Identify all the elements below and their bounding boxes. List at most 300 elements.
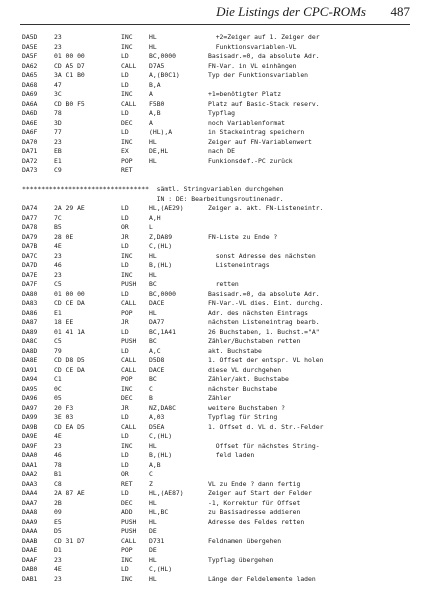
- running-title: Die Listings der CPC-ROMs: [216, 4, 366, 19]
- address: DAAF: [22, 555, 38, 564]
- mnemonic: PUSH: [121, 280, 137, 288]
- opcode-bytes: 7C: [54, 213, 62, 222]
- opcode-bytes: 46: [54, 451, 62, 459]
- listing-line: [22, 128, 414, 138]
- listing-line: [22, 375, 414, 385]
- operand: HL,(AE29): [149, 204, 184, 212]
- listing-line: [22, 328, 414, 338]
- mnemonic: LD: [121, 451, 129, 459]
- comment: +2=Zeiger auf 1. Zeiger der: [208, 33, 320, 41]
- listing-line: [22, 451, 414, 461]
- comment: Typ der Funktionsvariablen: [208, 71, 309, 79]
- opcode-bytes: 77: [54, 128, 62, 136]
- comment: Zeiger auf Start der Felder: [208, 489, 312, 497]
- operand: A,(B0C1): [149, 71, 180, 79]
- mnemonic: LD: [121, 71, 129, 79]
- comment: Typflag für String: [208, 413, 278, 421]
- section-header-text: ********************************* sämtl. Stringvariablen durchgehen: [22, 185, 284, 193]
- operand: B,(HL): [149, 261, 173, 269]
- opcode-bytes: C8: [54, 479, 62, 488]
- mnemonic: LD: [121, 261, 129, 269]
- mnemonic: DEC: [121, 498, 133, 507]
- comment: Basisadr.=0, da absolute Adr.: [208, 52, 320, 60]
- address: DA7C: [22, 251, 38, 260]
- listing-line: [22, 470, 414, 480]
- address: DA7F: [22, 280, 38, 288]
- listing-line: [22, 204, 414, 214]
- opcode-bytes: 23: [54, 555, 62, 564]
- mnemonic: INC: [121, 270, 133, 279]
- mnemonic: LD: [121, 213, 129, 222]
- listing-line: [22, 461, 414, 471]
- comment: feld laden: [208, 451, 255, 459]
- comment: FN-Var.-VL dies. Eint. durchg.: [208, 299, 324, 307]
- mnemonic: CALL: [121, 61, 137, 70]
- operand: F5B0: [149, 99, 165, 108]
- mnemonic: LD: [121, 565, 129, 573]
- mnemonic: LD: [121, 80, 129, 89]
- operand: HL: [149, 308, 157, 317]
- opcode-bytes: E5: [54, 517, 62, 526]
- mnemonic: CALL: [121, 422, 137, 431]
- opcode-bytes: 46: [54, 261, 62, 269]
- operand: HL: [149, 33, 157, 41]
- comment: nächsten Listeneintrag bearb.: [208, 318, 320, 326]
- opcode-bytes: 4E: [54, 565, 62, 573]
- listing-line: [22, 404, 414, 414]
- mnemonic: PUSH: [121, 337, 137, 345]
- address: DA71: [22, 147, 38, 155]
- listing-line: [22, 119, 414, 129]
- mnemonic: PUSH: [121, 527, 137, 535]
- opcode-bytes: CD 31 D7: [54, 536, 85, 545]
- header-rule: [20, 24, 410, 25]
- listing-line: [22, 556, 414, 566]
- operand: D5EA: [149, 422, 165, 431]
- operand: C,(HL): [149, 432, 173, 440]
- address: DAAB: [22, 536, 38, 545]
- operand: Z,DA89: [149, 232, 173, 241]
- mnemonic: INC: [121, 33, 133, 41]
- mnemonic: JR: [121, 232, 129, 241]
- opcode-bytes: 47: [54, 80, 62, 89]
- operand: HL: [149, 574, 157, 583]
- mnemonic: INC: [121, 555, 133, 564]
- opcode-bytes: 23: [54, 42, 62, 51]
- comment: noch Variablenformat: [208, 118, 285, 127]
- opcode-bytes: C5: [54, 337, 62, 345]
- operand: B,(HL): [149, 451, 173, 459]
- mnemonic: LD: [121, 242, 129, 250]
- address: DA6F: [22, 128, 38, 136]
- operand: C: [149, 384, 153, 393]
- comment: Feldnamen übergehen: [208, 536, 282, 545]
- address: DAA2: [22, 470, 38, 478]
- listing-line: [22, 43, 414, 53]
- mnemonic: LD: [121, 128, 129, 136]
- operand: D7A5: [149, 61, 165, 70]
- listing-line: [22, 166, 414, 176]
- opcode-bytes: 2A 87 AE: [54, 489, 85, 497]
- opcode-bytes: 3A C1 B0: [54, 71, 85, 79]
- listing-line: [22, 71, 414, 81]
- operand: DACE: [149, 299, 165, 307]
- comment: Zähler/Buchstaben retten: [208, 337, 301, 345]
- mnemonic: DEC: [121, 394, 133, 402]
- opcode-bytes: 23: [54, 33, 62, 41]
- operand: DE,HL: [149, 147, 169, 155]
- mnemonic: LD: [121, 327, 129, 336]
- comment: Funkionsdef.-PC zurück: [208, 156, 293, 165]
- operand: DACE: [149, 365, 165, 374]
- opcode-bytes: C5: [54, 280, 62, 288]
- listing-line: [22, 62, 414, 72]
- listing-line: [22, 100, 414, 110]
- mnemonic: CALL: [121, 365, 137, 374]
- comment: diese VL durchgehen: [208, 365, 282, 374]
- comment: +1=benötigter Platz: [208, 90, 282, 98]
- listing-line: [22, 537, 414, 547]
- listing-line: [22, 337, 414, 347]
- opcode-bytes: B5: [54, 223, 62, 231]
- operand: HL: [149, 137, 157, 146]
- mnemonic: LD: [121, 289, 129, 298]
- address: DA86: [22, 308, 38, 317]
- address: DA7D: [22, 261, 38, 269]
- comment: akt. Buchstabe: [208, 346, 262, 355]
- opcode-bytes: CD CE DA: [54, 299, 85, 307]
- operand: Z: [149, 479, 153, 488]
- listing-line: [22, 575, 414, 585]
- opcode-bytes: C1: [54, 375, 62, 383]
- address: DAA4: [22, 489, 38, 497]
- listing-line: [22, 280, 414, 290]
- address: DA87: [22, 318, 38, 326]
- listing-line: [22, 52, 414, 62]
- address: DA73: [22, 166, 38, 174]
- listing-line: [22, 432, 414, 442]
- listing-line: [22, 356, 414, 366]
- mnemonic: INC: [121, 574, 133, 583]
- listing-line: [22, 242, 414, 252]
- mnemonic: CALL: [121, 99, 137, 108]
- comment: nächster Buchstabe: [208, 384, 278, 393]
- mnemonic: INC: [121, 251, 133, 260]
- listing-line: [22, 214, 414, 224]
- mnemonic: POP: [121, 308, 133, 317]
- operand: HL: [149, 42, 157, 51]
- mnemonic: RET: [121, 166, 133, 174]
- operand: L: [149, 223, 153, 231]
- address: DA69: [22, 90, 38, 98]
- listing-line: [22, 413, 414, 423]
- mnemonic: INC: [121, 90, 133, 98]
- listing-line: [22, 138, 414, 148]
- address: DA89: [22, 327, 38, 336]
- listing-line: [22, 518, 414, 528]
- operand: BC,0000: [149, 52, 176, 60]
- mnemonic: LD: [121, 204, 129, 212]
- listing-line: [22, 565, 414, 575]
- comment: sonst Adresse des nächsten: [208, 251, 316, 260]
- opcode-bytes: 05: [54, 394, 62, 402]
- mnemonic: ADD: [121, 508, 133, 516]
- operand: A,H: [149, 213, 161, 222]
- comment: nach DE: [208, 147, 235, 155]
- address: DA79: [22, 232, 38, 241]
- mnemonic: LD: [121, 489, 129, 497]
- address: DA6A: [22, 99, 38, 108]
- listing-line: [22, 394, 414, 404]
- opcode-bytes: 01 00 00: [54, 52, 85, 60]
- comment: Länge der Feldelemente laden: [208, 574, 316, 583]
- listing-line: [22, 385, 414, 395]
- listing-line: [22, 309, 414, 319]
- opcode-bytes: 2B: [54, 498, 62, 507]
- page-number: 487: [390, 4, 410, 19]
- listing-line: [22, 252, 414, 262]
- opcode-bytes: E1: [54, 156, 62, 165]
- mnemonic: DEC: [121, 118, 133, 127]
- opcode-bytes: E1: [54, 308, 62, 317]
- comment: FN-Var. in VL einhängen: [208, 61, 297, 70]
- listing-line: [22, 423, 414, 433]
- mnemonic: CALL: [121, 536, 137, 545]
- mnemonic: LD: [121, 413, 129, 421]
- operand: BC: [149, 375, 157, 383]
- operand: D731: [149, 536, 165, 545]
- comment: weitere Buchstaben ?: [208, 403, 285, 412]
- operand: BC: [149, 280, 157, 288]
- page-header: [20, 4, 412, 22]
- address: DA94: [22, 375, 38, 383]
- comment: zu Basisadresse addieren: [208, 508, 301, 516]
- listing-line: [22, 290, 414, 300]
- listing-line: [22, 489, 414, 499]
- address: DA7E: [22, 270, 38, 279]
- operand: B,A: [149, 80, 161, 89]
- listing-line: [22, 299, 414, 309]
- operand: NZ,DA8C: [149, 403, 176, 412]
- address: DA9E: [22, 432, 38, 440]
- mnemonic: JR: [121, 318, 129, 326]
- operand: C: [149, 470, 153, 478]
- mnemonic: POP: [121, 375, 133, 383]
- opcode-bytes: 4E: [54, 242, 62, 250]
- opcode-bytes: 0C: [54, 384, 62, 393]
- listing-line: [22, 90, 414, 100]
- address: DAA7: [22, 498, 38, 507]
- address: DAA1: [22, 460, 38, 469]
- opcode-bytes: D5: [54, 527, 62, 535]
- opcode-bytes: 2A 29 AE: [54, 204, 85, 212]
- mnemonic: RET: [121, 479, 133, 488]
- opcode-bytes: B1: [54, 470, 62, 478]
- address: DAA8: [22, 508, 38, 516]
- address: DA7B: [22, 242, 38, 250]
- address: DA68: [22, 80, 38, 89]
- listing-line: [22, 233, 414, 243]
- address: DA8E: [22, 356, 38, 364]
- operand: C,(HL): [149, 565, 173, 573]
- opcode-bytes: 28 0E: [54, 232, 74, 241]
- listing-line: [22, 261, 414, 271]
- operand: HL: [149, 156, 157, 165]
- comment: Funktionsvariablen-VL: [208, 42, 297, 51]
- mnemonic: OR: [121, 223, 129, 231]
- mnemonic: PUSH: [121, 517, 137, 526]
- mnemonic: POP: [121, 156, 133, 165]
- listing-line: [22, 527, 414, 537]
- address: DA70: [22, 137, 38, 146]
- comment: 1. Offset der entspr. VL holen: [208, 356, 324, 364]
- address: DAB0: [22, 565, 38, 573]
- address: DAA0: [22, 451, 38, 459]
- comment: Adresse des Feldes retten: [208, 517, 305, 526]
- address: DA8D: [22, 346, 38, 355]
- assembly-listing: [22, 33, 414, 584]
- listing-line: [22, 318, 414, 328]
- operand: DA77: [149, 318, 165, 326]
- opcode-bytes: 18 EE: [54, 318, 74, 326]
- opcode-bytes: CD D8 D5: [54, 356, 85, 364]
- opcode-bytes: 20 F3: [54, 403, 74, 412]
- opcode-bytes: 01 00 00: [54, 289, 85, 298]
- comment: Offset für nächstes String-: [208, 441, 320, 450]
- mnemonic: LD: [121, 432, 129, 440]
- listing-line: [22, 508, 414, 518]
- comment: Zeiger a. akt. FN-Listeneintr.: [208, 204, 324, 212]
- listing-line: [22, 81, 414, 91]
- operand: DE: [149, 546, 157, 554]
- address: DA96: [22, 394, 38, 402]
- operand: BC,0000: [149, 289, 176, 298]
- address: DA6E: [22, 118, 38, 127]
- opcode-bytes: 23: [54, 251, 62, 260]
- opcode-bytes: 3C: [54, 90, 62, 98]
- opcode-bytes: 3D: [54, 118, 62, 127]
- listing-line: [22, 347, 414, 357]
- address: DA95: [22, 384, 38, 393]
- listing-line: [22, 195, 414, 205]
- address: DA8C: [22, 337, 38, 345]
- mnemonic: LD: [121, 52, 129, 60]
- comment: Zeiger auf FN-Variablenwert: [208, 137, 312, 146]
- section-header-text: IN : DE: Bearbeitungsroutinenadr.: [22, 194, 284, 203]
- operand: HL,BC: [149, 508, 169, 516]
- comment: Zähler: [208, 394, 232, 402]
- listing-line: [22, 366, 414, 376]
- opcode-bytes: 3E 03: [54, 413, 74, 421]
- listing-line: [22, 157, 414, 167]
- opcode-bytes: CD EA D5: [54, 422, 85, 431]
- operand: HL,(AE87): [149, 489, 184, 497]
- opcode-bytes: 23: [54, 270, 62, 279]
- opcode-bytes: 23: [54, 441, 62, 450]
- mnemonic: INC: [121, 42, 133, 51]
- comment: 26 Buchstaben, 1. Buchst.="A": [208, 327, 320, 336]
- opcode-bytes: 23: [54, 137, 62, 146]
- mnemonic: INC: [121, 137, 133, 146]
- address: DA99: [22, 413, 38, 421]
- address: DA91: [22, 365, 38, 374]
- opcode-bytes: 78: [54, 109, 62, 117]
- address: DAA3: [22, 479, 38, 488]
- comment: in Stackeintrag speichern: [208, 128, 305, 136]
- operand: HL: [149, 251, 157, 260]
- operand: A: [149, 90, 153, 98]
- operand: (HL),A: [149, 128, 173, 136]
- operand: HL: [149, 498, 157, 507]
- address: DA78: [22, 223, 38, 231]
- operand: HL: [149, 555, 157, 564]
- opcode-bytes: D1: [54, 546, 62, 554]
- opcode-bytes: CD A5 D7: [54, 61, 85, 70]
- listing-line: [22, 147, 414, 157]
- address: DA83: [22, 299, 38, 307]
- operand: A,C: [149, 346, 161, 355]
- opcode-bytes: 78: [54, 460, 62, 469]
- operand: B: [149, 394, 153, 402]
- comment: Adr. des nächsten Eintrags: [208, 308, 309, 317]
- comment: Typflag: [208, 109, 235, 117]
- opcode-bytes: 09: [54, 508, 62, 516]
- operand: A,B: [149, 109, 161, 117]
- address: DA77: [22, 213, 38, 222]
- mnemonic: OR: [121, 470, 129, 478]
- operand: HL: [149, 441, 157, 450]
- mnemonic: INC: [121, 441, 133, 450]
- operand: HL: [149, 270, 157, 279]
- mnemonic: LD: [121, 346, 129, 355]
- address: DA74: [22, 204, 38, 212]
- comment: 1. Offset d. VL d. Str.-Felder: [208, 422, 324, 431]
- address: DAB1: [22, 574, 38, 583]
- address: DAA9: [22, 517, 38, 526]
- address: DA72: [22, 156, 38, 165]
- operand: HL: [149, 517, 157, 526]
- comment: -1, Korrektur für Offset: [208, 498, 301, 507]
- mnemonic: POP: [121, 546, 133, 554]
- listing-line: [22, 442, 414, 452]
- operand: DE: [149, 527, 157, 535]
- listing-line: [22, 109, 414, 119]
- opcode-bytes: C9: [54, 166, 62, 174]
- opcode-bytes: CD CE DA: [54, 365, 85, 374]
- address: DA80: [22, 289, 38, 298]
- operand: C,(HL): [149, 242, 173, 250]
- mnemonic: INC: [121, 384, 133, 393]
- opcode-bytes: 23: [54, 574, 62, 583]
- mnemonic: EX: [121, 147, 129, 155]
- opcode-bytes: 79: [54, 346, 62, 355]
- listing-line: [22, 185, 414, 195]
- mnemonic: CALL: [121, 356, 137, 364]
- address: DAAA: [22, 527, 38, 535]
- comment: Typflag übergehen: [208, 555, 274, 564]
- listing-line: [22, 480, 414, 490]
- address: DA6D: [22, 109, 38, 117]
- operand: A: [149, 118, 153, 127]
- address: DA62: [22, 61, 38, 70]
- listing-line: [22, 499, 414, 509]
- operand: A,B: [149, 460, 161, 469]
- operand: D5D8: [149, 356, 165, 364]
- opcode-bytes: 4E: [54, 432, 62, 440]
- address: DA5E: [22, 42, 38, 51]
- comment: VL zu Ende ? dann fertig: [208, 479, 301, 488]
- address: DA5D: [22, 33, 38, 41]
